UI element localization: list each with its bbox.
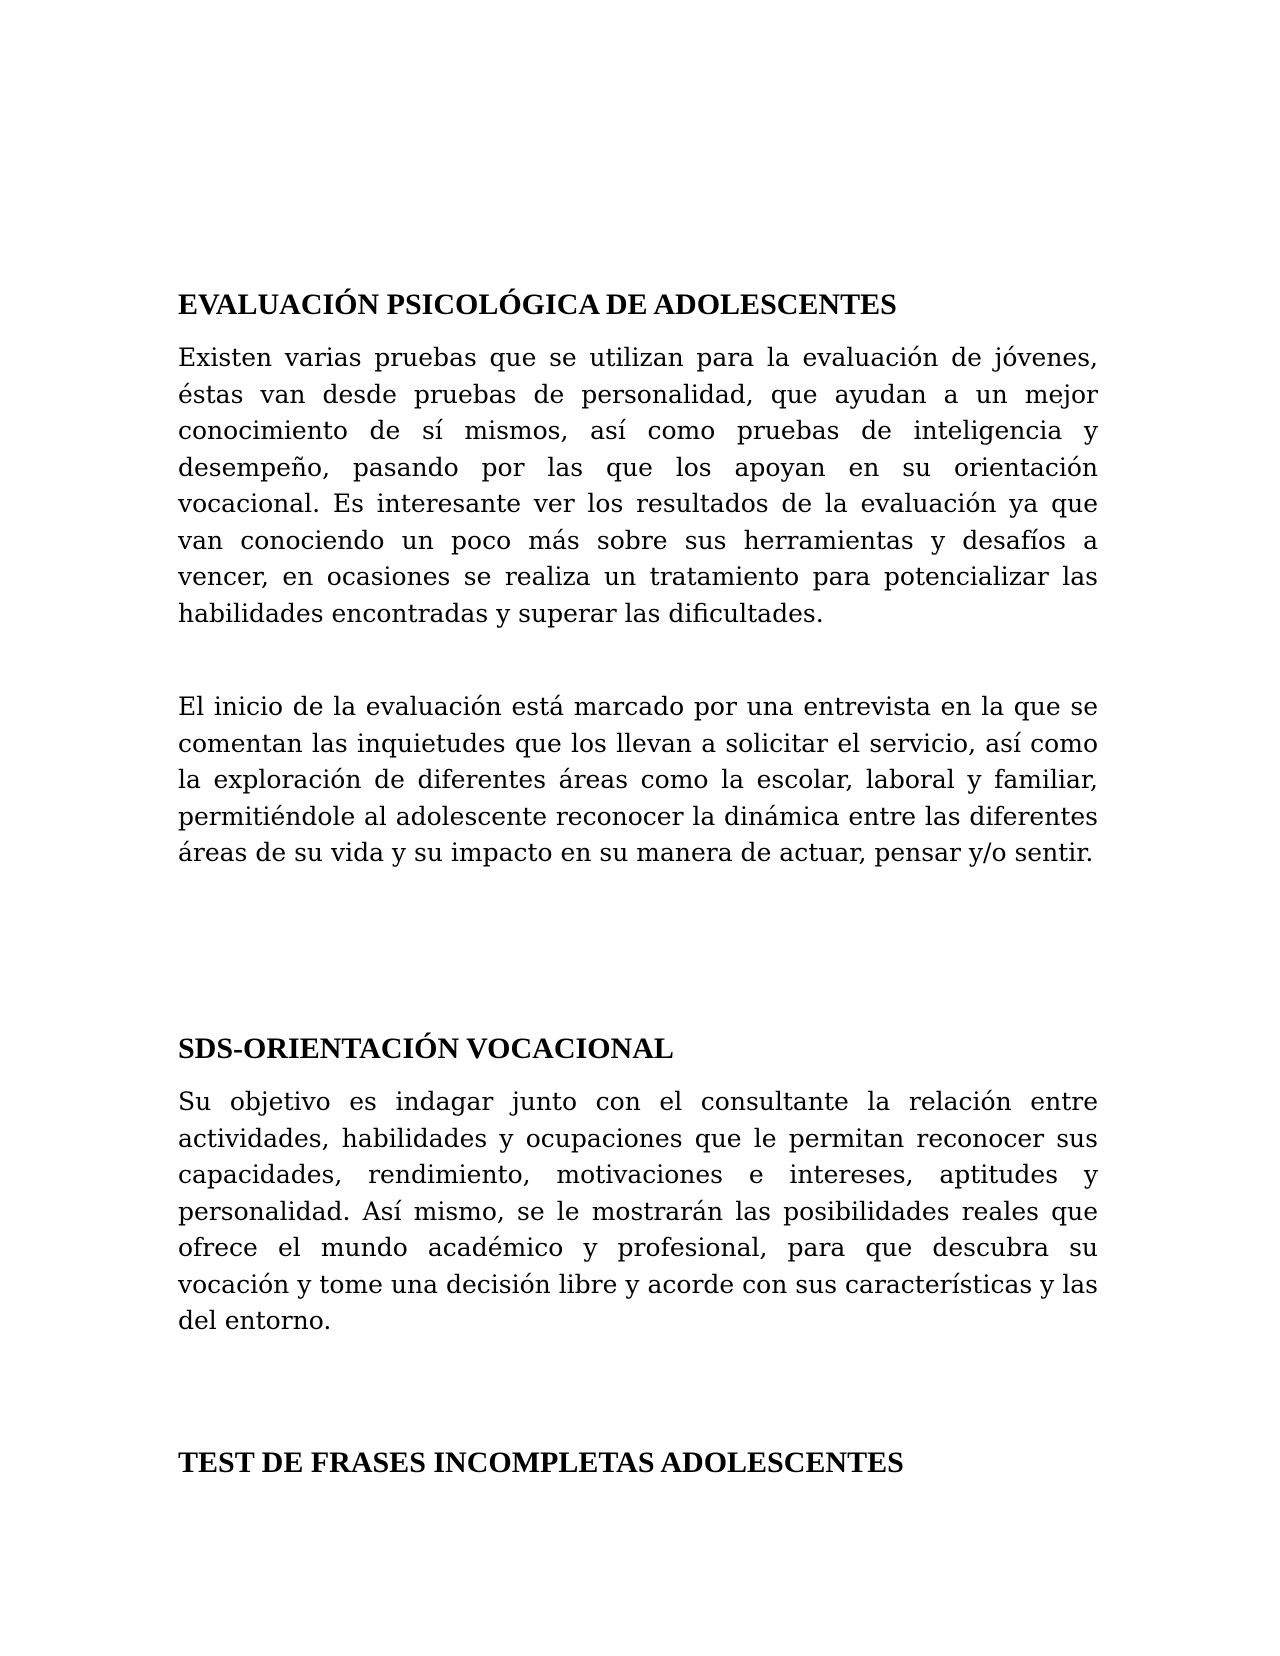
paragraph-sds-objetivo: Su objetivo es indagar junto con el consultante la relación entre actividades, habilidades y ocupaciones que le permitan reconocer sus capacidades, rendimiento, motivaciones e intereses, aptitudes y personalidad. Así mismo, se le mostrarán las posibilidades reales que ofrece el mundo académico y profesional, para que descubra su vocación y tome una decisión libre y acorde con sus características y las del entorno. (178, 1087, 1098, 1335)
paragraph-evaluacion-intro: Existen varias pruebas que se utilizan para la evaluación de jóvenes, éstas van desde pruebas de personalidad, que ayudan a un mejor conocimiento de sí mismos, así como pruebas de inteligencia y desempeño, pasando por las que los apoyan en su orientación vocacional. Es interesante ver los resultados de la evaluación ya que van conociendo un poco más sobre sus herramientas y desafíos a vencer, en ocasiones se realiza un tratamiento para potencializar las habilidades encontradas y superar las dificultades. (178, 343, 1098, 628)
section-heading-evaluacion: EVALUACIÓN PSICOLÓGICA DE ADOLESCENTES (178, 288, 897, 321)
section-heading-sds: SDS-ORIENTACIÓN VOCACIONAL (178, 1032, 674, 1065)
section-heading-test-frases: TEST DE FRASES INCOMPLETAS ADOLESCENTES (178, 1446, 904, 1479)
paragraph-evaluacion-entrevista: El inicio de la evaluación está marcado por una entrevista en la que se comentan las inquietudes que los llevan a solicitar el servicio, así como la exploración de diferentes áreas como la escolar, laboral y familiar, permitiéndole al adolescente reconocer la dinámica entre las diferentes áreas de su vida y su impacto en su manera de actuar, pensar y/o sentir. (178, 692, 1098, 867)
